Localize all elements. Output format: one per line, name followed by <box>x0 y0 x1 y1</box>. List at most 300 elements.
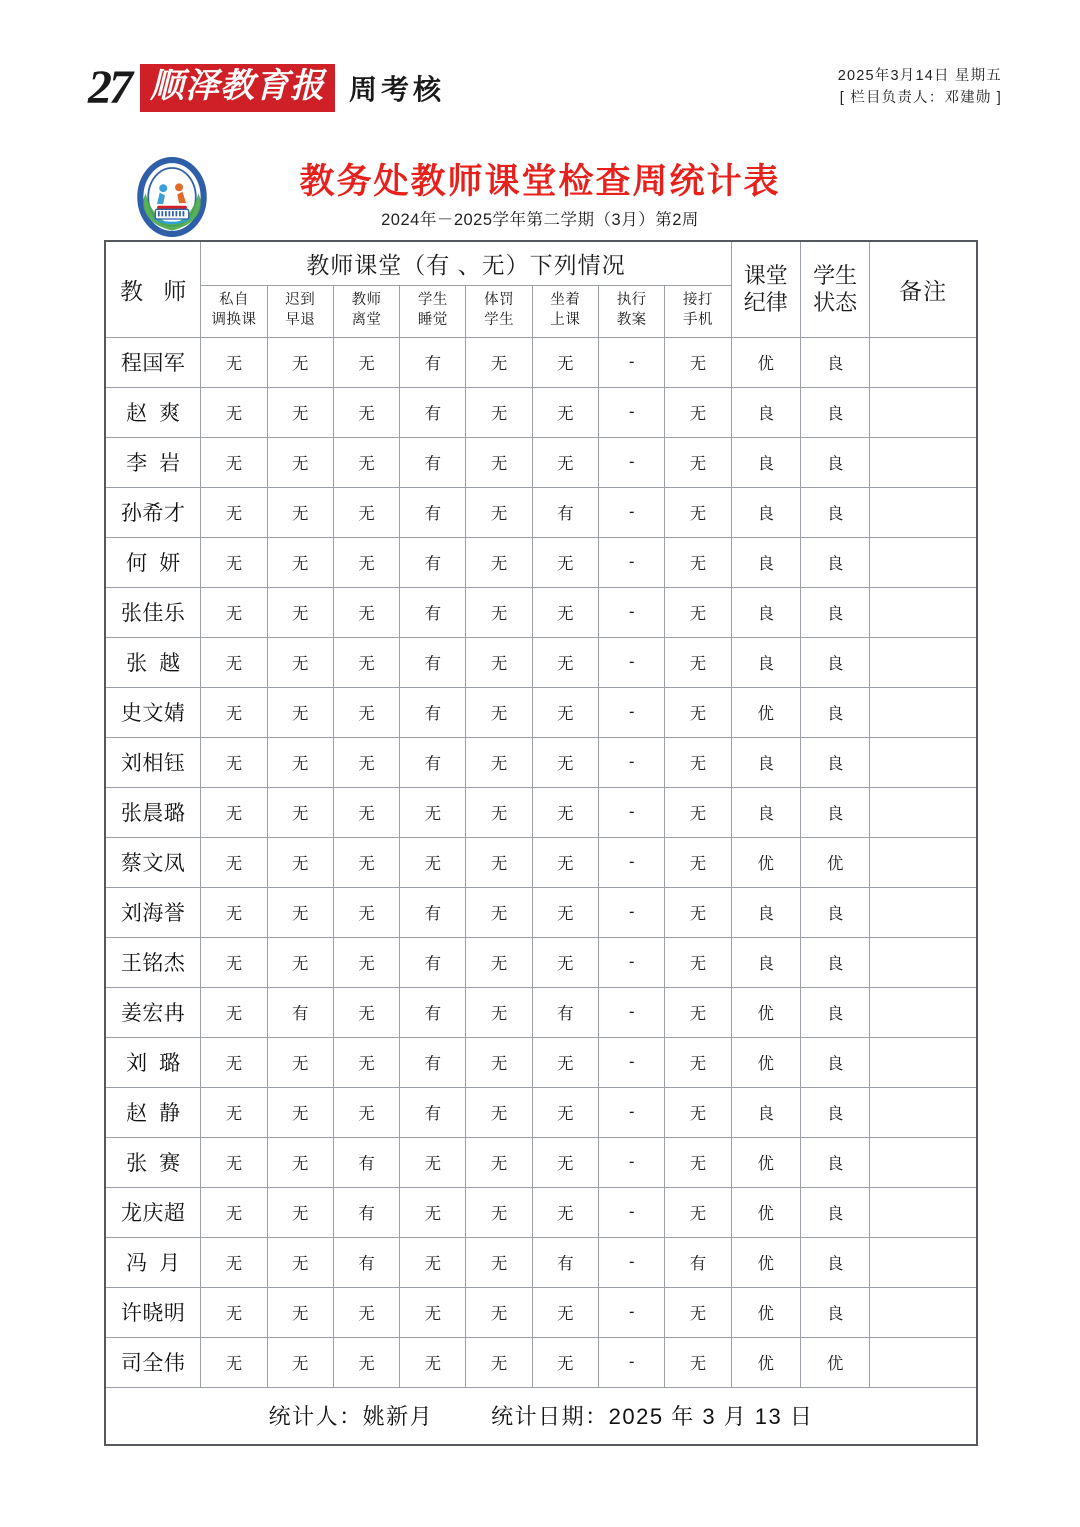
cell-sit-teaching: 无 <box>532 437 598 487</box>
cell-student-sleep: 无 <box>400 787 466 837</box>
cell-late-leave: 无 <box>267 737 333 787</box>
cell-corporal-punish: 无 <box>466 1037 532 1087</box>
col-header-discipline: 课堂 纪律 <box>731 241 800 337</box>
cell-teacher-name: 许晓明 <box>105 1287 201 1337</box>
cell-corporal-punish: 无 <box>466 987 532 1037</box>
compiler-name: 姚新月 <box>362 1404 434 1430</box>
cell-leave-class: 有 <box>333 1237 399 1287</box>
cell-teacher-name: 何妍 <box>105 537 201 587</box>
cell-note <box>870 587 977 637</box>
cell-phone-use: 无 <box>665 587 731 637</box>
cell-lesson-plan: - <box>599 637 665 687</box>
cell-note <box>870 1187 977 1237</box>
table-row <box>105 787 977 837</box>
cell-sit-teaching: 无 <box>532 387 598 437</box>
cell-phone-use: 无 <box>665 937 731 987</box>
cell-swap-class: 无 <box>201 1187 267 1237</box>
cell-note <box>870 537 977 587</box>
cell-note <box>870 1087 977 1137</box>
cell-late-leave: 无 <box>267 387 333 437</box>
cell-student-state: 良 <box>800 637 869 687</box>
cell-leave-class: 无 <box>333 837 399 887</box>
col-header-student-state: 学生 状态 <box>800 241 869 337</box>
cell-student-state: 良 <box>800 1087 869 1137</box>
col-header-note: 备注 <box>870 241 977 337</box>
cell-student-sleep: 无 <box>400 1237 466 1287</box>
cell-student-sleep: 无 <box>400 1337 466 1387</box>
cell-corporal-punish: 无 <box>466 387 532 437</box>
footer-cell <box>105 1387 977 1445</box>
cell-swap-class: 无 <box>201 987 267 1037</box>
cell-swap-class: 无 <box>201 337 267 387</box>
cell-late-leave: 无 <box>267 637 333 687</box>
table-row <box>105 487 977 537</box>
table-body <box>105 337 977 1387</box>
cell-student-state: 良 <box>800 587 869 637</box>
cell-teacher-name: 孙希才 <box>105 487 201 537</box>
col-header-late-leave: 迟到 早退 <box>267 285 333 337</box>
cell-corporal-punish: 无 <box>466 787 532 837</box>
cell-teacher-name: 王铭杰 <box>105 937 201 987</box>
cell-late-leave: 无 <box>267 587 333 637</box>
cell-student-sleep: 有 <box>400 937 466 987</box>
cell-swap-class: 无 <box>201 1037 267 1087</box>
cell-phone-use: 无 <box>665 737 731 787</box>
cell-note <box>870 1037 977 1087</box>
cell-corporal-punish: 无 <box>466 587 532 637</box>
cell-student-sleep: 有 <box>400 637 466 687</box>
cell-corporal-punish: 无 <box>466 937 532 987</box>
table-row <box>105 387 977 437</box>
cell-phone-use: 无 <box>665 1137 731 1187</box>
cell-teacher-name: 史文婧 <box>105 687 201 737</box>
title-block <box>0 148 1080 238</box>
cell-note <box>870 387 977 437</box>
col-header-swap-class: 私自 调换课 <box>201 285 267 337</box>
cell-late-leave: 无 <box>267 1287 333 1337</box>
cell-phone-use: 无 <box>665 1187 731 1237</box>
cell-lesson-plan: - <box>599 1237 665 1287</box>
cell-leave-class: 无 <box>333 487 399 537</box>
cell-sit-teaching: 有 <box>532 487 598 537</box>
cell-leave-class: 无 <box>333 1337 399 1387</box>
cell-student-sleep: 有 <box>400 587 466 637</box>
cell-late-leave: 无 <box>267 537 333 587</box>
cell-student-state: 良 <box>800 1237 869 1287</box>
cell-student-sleep: 有 <box>400 437 466 487</box>
cell-corporal-punish: 无 <box>466 487 532 537</box>
table-row <box>105 987 977 1037</box>
page-number: 27 <box>88 61 130 114</box>
table-row <box>105 437 977 487</box>
cell-lesson-plan: - <box>599 337 665 387</box>
cell-corporal-punish: 无 <box>466 1087 532 1137</box>
cell-teacher-name: 冯月 <box>105 1237 201 1287</box>
cell-leave-class: 无 <box>333 737 399 787</box>
cell-student-sleep: 有 <box>400 987 466 1037</box>
cell-discipline: 优 <box>731 987 800 1037</box>
cell-lesson-plan: - <box>599 987 665 1037</box>
cell-lesson-plan: - <box>599 1187 665 1237</box>
cell-leave-class: 无 <box>333 1037 399 1087</box>
cell-discipline: 良 <box>731 587 800 637</box>
cell-phone-use: 无 <box>665 837 731 887</box>
table-row <box>105 887 977 937</box>
table-row <box>105 1037 977 1087</box>
cell-note <box>870 1337 977 1387</box>
col-header-corporal-punish: 体罚 学生 <box>466 285 532 337</box>
cell-phone-use: 无 <box>665 387 731 437</box>
cell-discipline: 良 <box>731 437 800 487</box>
table-row <box>105 1187 977 1237</box>
cell-swap-class: 无 <box>201 487 267 537</box>
cell-teacher-name: 司全伟 <box>105 1337 201 1387</box>
cell-student-state: 良 <box>800 537 869 587</box>
cell-student-state: 良 <box>800 887 869 937</box>
cell-lesson-plan: - <box>599 687 665 737</box>
cell-late-leave: 无 <box>267 1187 333 1237</box>
cell-leave-class: 有 <box>333 1137 399 1187</box>
table-row <box>105 1237 977 1287</box>
cell-sit-teaching: 无 <box>532 737 598 787</box>
cell-late-leave: 无 <box>267 1337 333 1387</box>
cell-corporal-punish: 无 <box>466 1137 532 1187</box>
cell-student-state: 良 <box>800 737 869 787</box>
cell-note <box>870 887 977 937</box>
cell-late-leave: 无 <box>267 887 333 937</box>
col-header-leave-class: 教师 离堂 <box>333 285 399 337</box>
cell-note <box>870 487 977 537</box>
cell-leave-class: 无 <box>333 387 399 437</box>
cell-swap-class: 无 <box>201 637 267 687</box>
cell-lesson-plan: - <box>599 737 665 787</box>
table-row <box>105 737 977 787</box>
cell-sit-teaching: 无 <box>532 537 598 587</box>
cell-teacher-name: 蔡文凤 <box>105 837 201 887</box>
cell-lesson-plan: - <box>599 537 665 587</box>
cell-student-state: 良 <box>800 437 869 487</box>
cell-leave-class: 无 <box>333 637 399 687</box>
cell-discipline: 优 <box>731 687 800 737</box>
cell-phone-use: 无 <box>665 437 731 487</box>
masthead-meta <box>838 66 1002 110</box>
cell-late-leave: 无 <box>267 337 333 387</box>
cell-corporal-punish: 无 <box>466 1187 532 1237</box>
cell-corporal-punish: 无 <box>466 637 532 687</box>
cell-student-sleep: 有 <box>400 737 466 787</box>
cell-swap-class: 无 <box>201 1137 267 1187</box>
cell-phone-use: 无 <box>665 337 731 387</box>
table-foot <box>105 1387 977 1445</box>
cell-note <box>870 1137 977 1187</box>
cell-sit-teaching: 无 <box>532 787 598 837</box>
cell-discipline: 优 <box>731 1237 800 1287</box>
cell-corporal-punish: 无 <box>466 537 532 587</box>
table-row <box>105 1287 977 1337</box>
cell-leave-class: 无 <box>333 587 399 637</box>
cell-sit-teaching: 无 <box>532 337 598 387</box>
cell-student-state: 良 <box>800 1037 869 1087</box>
cell-swap-class: 无 <box>201 1237 267 1287</box>
cell-student-sleep: 无 <box>400 1187 466 1237</box>
masthead <box>0 56 1080 120</box>
cell-leave-class: 无 <box>333 337 399 387</box>
cell-swap-class: 无 <box>201 1337 267 1387</box>
cell-sit-teaching: 无 <box>532 1037 598 1087</box>
cell-leave-class: 无 <box>333 1087 399 1137</box>
cell-student-state: 良 <box>800 1187 869 1237</box>
cell-leave-class: 有 <box>333 1187 399 1237</box>
cell-student-state: 良 <box>800 487 869 537</box>
cell-swap-class: 无 <box>201 587 267 637</box>
cell-note <box>870 1237 977 1287</box>
cell-student-state: 良 <box>800 1287 869 1337</box>
cell-discipline: 良 <box>731 787 800 837</box>
cell-leave-class: 无 <box>333 687 399 737</box>
publication-date: 2025年3月14日 星期五 <box>837 68 1002 84</box>
cell-student-sleep: 无 <box>400 1137 466 1187</box>
cell-discipline: 优 <box>731 337 800 387</box>
cell-lesson-plan: - <box>599 437 665 487</box>
cell-lesson-plan: - <box>599 387 665 437</box>
cell-swap-class: 无 <box>201 537 267 587</box>
cell-lesson-plan: - <box>599 1287 665 1337</box>
table-row <box>105 587 977 637</box>
cell-corporal-punish: 无 <box>466 1337 532 1387</box>
date-label: 统计日期： <box>491 1404 609 1430</box>
cell-corporal-punish: 无 <box>466 337 532 387</box>
cell-sit-teaching: 无 <box>532 1187 598 1237</box>
cell-phone-use: 有 <box>665 1237 731 1287</box>
cell-late-leave: 无 <box>267 1037 333 1087</box>
masthead-brand <box>88 56 445 120</box>
cell-discipline: 良 <box>731 887 800 937</box>
cell-leave-class: 无 <box>333 787 399 837</box>
cell-corporal-punish: 无 <box>466 687 532 737</box>
cell-discipline: 良 <box>731 937 800 987</box>
statistics-table <box>104 240 978 1446</box>
cell-note <box>870 787 977 837</box>
cell-late-leave: 无 <box>267 1237 333 1287</box>
cell-teacher-name: 张佳乐 <box>105 587 201 637</box>
cell-teacher-name: 张赛 <box>105 1137 201 1187</box>
cell-phone-use: 无 <box>665 1337 731 1387</box>
cell-student-state: 良 <box>800 1137 869 1187</box>
cell-discipline: 良 <box>731 737 800 787</box>
section-title: 周考核 <box>349 74 446 105</box>
col-header-lesson-plan: 执行 教案 <box>599 285 665 337</box>
cell-swap-class: 无 <box>201 1087 267 1137</box>
cell-phone-use: 无 <box>665 787 731 837</box>
cell-sit-teaching: 无 <box>532 937 598 987</box>
cell-note <box>870 337 977 387</box>
cell-student-sleep: 无 <box>400 1287 466 1337</box>
cell-student-state: 优 <box>800 837 869 887</box>
col-header-group: 教师课堂（有 、无）下列情况 <box>201 241 731 285</box>
cell-discipline: 优 <box>731 1137 800 1187</box>
cell-discipline: 优 <box>731 1337 800 1387</box>
cell-leave-class: 无 <box>333 987 399 1037</box>
cell-teacher-name: 刘相钰 <box>105 737 201 787</box>
cell-swap-class: 无 <box>201 737 267 787</box>
cell-leave-class: 无 <box>333 537 399 587</box>
cell-student-sleep: 无 <box>400 837 466 887</box>
col-header-teacher: 教 师 <box>105 241 201 337</box>
cell-teacher-name: 刘璐 <box>105 1037 201 1087</box>
cell-student-state: 良 <box>800 787 869 837</box>
column-editor: [ 栏目负责人：邓建勋 ] <box>839 89 1002 106</box>
cell-student-state: 良 <box>800 987 869 1037</box>
cell-sit-teaching: 有 <box>532 1237 598 1287</box>
cell-sit-teaching: 无 <box>532 837 598 887</box>
cell-sit-teaching: 无 <box>532 687 598 737</box>
cell-student-sleep: 有 <box>400 1037 466 1087</box>
cell-swap-class: 无 <box>201 937 267 987</box>
cell-late-leave: 无 <box>267 687 333 737</box>
col-header-sit-teaching: 坐着 上课 <box>532 285 598 337</box>
cell-swap-class: 无 <box>201 1287 267 1337</box>
cell-phone-use: 无 <box>665 887 731 937</box>
cell-late-leave: 无 <box>267 1087 333 1137</box>
paper-name: 顺泽教育报 <box>140 64 335 112</box>
cell-discipline: 优 <box>731 1287 800 1337</box>
table-row <box>105 337 977 387</box>
cell-leave-class: 无 <box>333 887 399 937</box>
table-row <box>105 687 977 737</box>
cell-corporal-punish: 无 <box>466 1287 532 1337</box>
cell-teacher-name: 李岩 <box>105 437 201 487</box>
cell-late-leave: 有 <box>267 987 333 1037</box>
cell-leave-class: 无 <box>333 937 399 987</box>
cell-discipline: 良 <box>731 387 800 437</box>
cell-late-leave: 无 <box>267 787 333 837</box>
cell-late-leave: 无 <box>267 1137 333 1187</box>
cell-corporal-punish: 无 <box>466 737 532 787</box>
cell-lesson-plan: - <box>599 887 665 937</box>
cell-student-sleep: 有 <box>400 687 466 737</box>
cell-student-sleep: 有 <box>400 487 466 537</box>
cell-sit-teaching: 有 <box>532 987 598 1037</box>
cell-teacher-name: 张越 <box>105 637 201 687</box>
cell-note <box>870 837 977 887</box>
cell-lesson-plan: - <box>599 1137 665 1187</box>
cell-swap-class: 无 <box>201 887 267 937</box>
cell-phone-use: 无 <box>665 1087 731 1137</box>
cell-lesson-plan: - <box>599 1037 665 1087</box>
cell-phone-use: 无 <box>665 987 731 1037</box>
cell-student-sleep: 有 <box>400 537 466 587</box>
compiler-label: 统计人： <box>268 1404 363 1430</box>
cell-note <box>870 437 977 487</box>
cell-student-sleep: 有 <box>400 887 466 937</box>
cell-student-state: 良 <box>800 687 869 737</box>
page-title: 教务处教师课堂检查周统计表 <box>299 162 781 201</box>
date-value: 2025 年 3 月 13 日 <box>608 1404 814 1430</box>
cell-discipline: 良 <box>731 537 800 587</box>
cell-sit-teaching: 无 <box>532 1087 598 1137</box>
cell-lesson-plan: - <box>599 587 665 637</box>
cell-discipline: 优 <box>731 837 800 887</box>
cell-discipline: 优 <box>731 1187 800 1237</box>
cell-leave-class: 无 <box>333 1287 399 1337</box>
cell-teacher-name: 赵爽 <box>105 387 201 437</box>
table-head <box>105 241 977 337</box>
cell-discipline: 良 <box>731 1087 800 1137</box>
table-row <box>105 937 977 987</box>
cell-sit-teaching: 无 <box>532 1137 598 1187</box>
cell-note <box>870 637 977 687</box>
cell-phone-use: 无 <box>665 537 731 587</box>
cell-sit-teaching: 无 <box>532 887 598 937</box>
cell-phone-use: 无 <box>665 687 731 737</box>
cell-corporal-punish: 无 <box>466 837 532 887</box>
statistics-table-wrapper <box>104 240 978 1446</box>
col-header-phone-use: 接打 手机 <box>665 285 731 337</box>
page-subtitle: 2024年－2025学年第二学期（3月）第2周 <box>381 211 699 229</box>
cell-teacher-name: 刘海誉 <box>105 887 201 937</box>
cell-corporal-punish: 无 <box>466 1237 532 1287</box>
cell-phone-use: 无 <box>665 1287 731 1337</box>
cell-lesson-plan: - <box>599 937 665 987</box>
cell-student-sleep: 有 <box>400 337 466 387</box>
cell-late-leave: 无 <box>267 487 333 537</box>
table-row <box>105 537 977 587</box>
cell-sit-teaching: 无 <box>532 1337 598 1387</box>
cell-lesson-plan: - <box>599 787 665 837</box>
cell-swap-class: 无 <box>201 437 267 487</box>
cell-student-state: 优 <box>800 1337 869 1387</box>
footer-row <box>105 1387 977 1445</box>
cell-student-sleep: 有 <box>400 387 466 437</box>
cell-student-state: 良 <box>800 337 869 387</box>
cell-student-sleep: 有 <box>400 1087 466 1137</box>
cell-note <box>870 737 977 787</box>
cell-teacher-name: 张晨璐 <box>105 787 201 837</box>
cell-teacher-name: 赵静 <box>105 1087 201 1137</box>
cell-note <box>870 937 977 987</box>
cell-lesson-plan: - <box>599 487 665 537</box>
cell-teacher-name: 程国军 <box>105 337 201 387</box>
cell-lesson-plan: - <box>599 1337 665 1387</box>
table-row <box>105 637 977 687</box>
cell-discipline: 良 <box>731 487 800 537</box>
cell-lesson-plan: - <box>599 837 665 887</box>
cell-discipline: 优 <box>731 1037 800 1087</box>
cell-lesson-plan: - <box>599 1087 665 1137</box>
table-row <box>105 1137 977 1187</box>
cell-discipline: 良 <box>731 637 800 687</box>
cell-student-state: 良 <box>800 937 869 987</box>
cell-note <box>870 687 977 737</box>
cell-swap-class: 无 <box>201 687 267 737</box>
table-row <box>105 1337 977 1387</box>
cell-late-leave: 无 <box>267 937 333 987</box>
cell-corporal-punish: 无 <box>466 437 532 487</box>
cell-phone-use: 无 <box>665 637 731 687</box>
col-header-student-sleep: 学生 睡觉 <box>400 285 466 337</box>
table-row <box>105 1087 977 1137</box>
cell-phone-use: 无 <box>665 1037 731 1087</box>
cell-note <box>870 987 977 1037</box>
cell-late-leave: 无 <box>267 437 333 487</box>
cell-late-leave: 无 <box>267 837 333 887</box>
cell-sit-teaching: 无 <box>532 1287 598 1337</box>
header-row-top <box>105 241 977 285</box>
cell-student-state: 良 <box>800 387 869 437</box>
cell-swap-class: 无 <box>201 387 267 437</box>
cell-teacher-name: 龙庆超 <box>105 1187 201 1237</box>
table-row <box>105 837 977 887</box>
